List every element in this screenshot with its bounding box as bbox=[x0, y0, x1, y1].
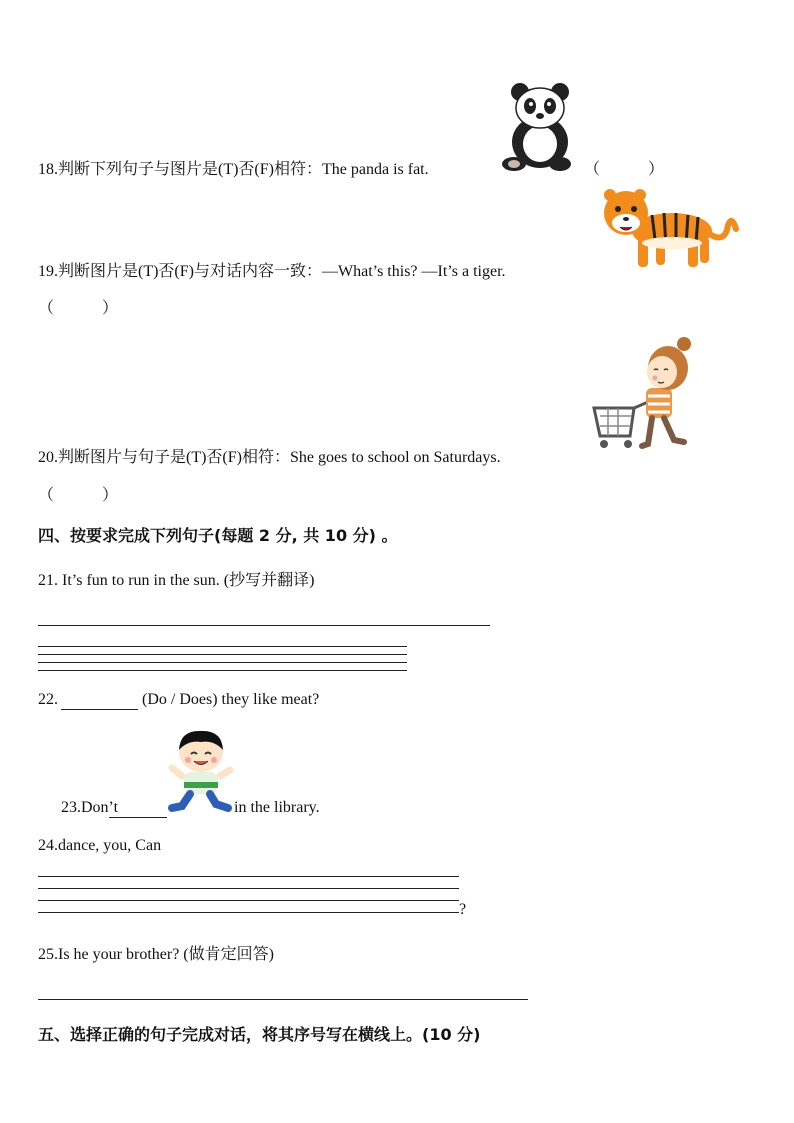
q24-answer-line-2[interactable] bbox=[38, 888, 459, 889]
q21-answer-line-3[interactable] bbox=[38, 654, 407, 655]
q22-number: 22. bbox=[38, 691, 58, 708]
q19-text: 19.判断图片是(T)否(F)与对话内容一致：—What’s this? —It’s a tiger. bbox=[38, 263, 506, 280]
q22-text: (Do / Does) they like meat? bbox=[142, 691, 320, 708]
q21-text: 21. It’s fun to run in the sun. (抄写并翻译) bbox=[38, 572, 315, 589]
q20-answer-paren: （ ） bbox=[38, 487, 119, 504]
q24-question-mark: ? bbox=[459, 901, 467, 918]
q24-answer-line-1[interactable] bbox=[38, 876, 459, 877]
q22-blank[interactable] bbox=[61, 709, 138, 710]
section-4-heading: 四、按要求完成下列句子(每题 2 分, 共 10 分) 。 bbox=[38, 526, 398, 545]
q19-answer-paren: （ ） bbox=[38, 300, 119, 317]
q21-answer-line-2[interactable] bbox=[38, 646, 407, 647]
q23-prefix: 23.Don’t bbox=[61, 799, 119, 816]
q24-answer-line-4[interactable] bbox=[38, 912, 459, 913]
q21-answer-line-4[interactable] bbox=[38, 662, 407, 663]
q24-text: 24.dance, you, Can bbox=[38, 837, 162, 854]
q18-answer-paren: （ ） bbox=[584, 161, 665, 178]
q18-text: 18.判断下列句子与图片是(T)否(F)相符：The panda is fat. bbox=[38, 161, 429, 178]
q23-suffix: in the library. bbox=[234, 799, 320, 816]
section-5-heading: 五、选择正确的句子完成对话，将其序号写在横线上。(10 分) bbox=[38, 1025, 481, 1044]
q21-answer-line-1[interactable] bbox=[38, 625, 490, 626]
q25-text: 25.Is he your brother? (做肯定回答) bbox=[38, 946, 274, 963]
q20-text: 20.判断图片与句子是(T)否(F)相符：She goes to school on Saturdays. bbox=[38, 449, 501, 466]
q23-blank[interactable] bbox=[109, 817, 167, 818]
q25-answer-line[interactable] bbox=[38, 999, 528, 1000]
panda-icon bbox=[500, 78, 580, 172]
q21-answer-line-5[interactable] bbox=[38, 670, 407, 671]
tiger-icon bbox=[600, 185, 740, 271]
running-boy-icon bbox=[168, 728, 234, 814]
q24-answer-line-3[interactable] bbox=[38, 900, 459, 901]
girl-shopping-cart-icon bbox=[592, 336, 700, 458]
